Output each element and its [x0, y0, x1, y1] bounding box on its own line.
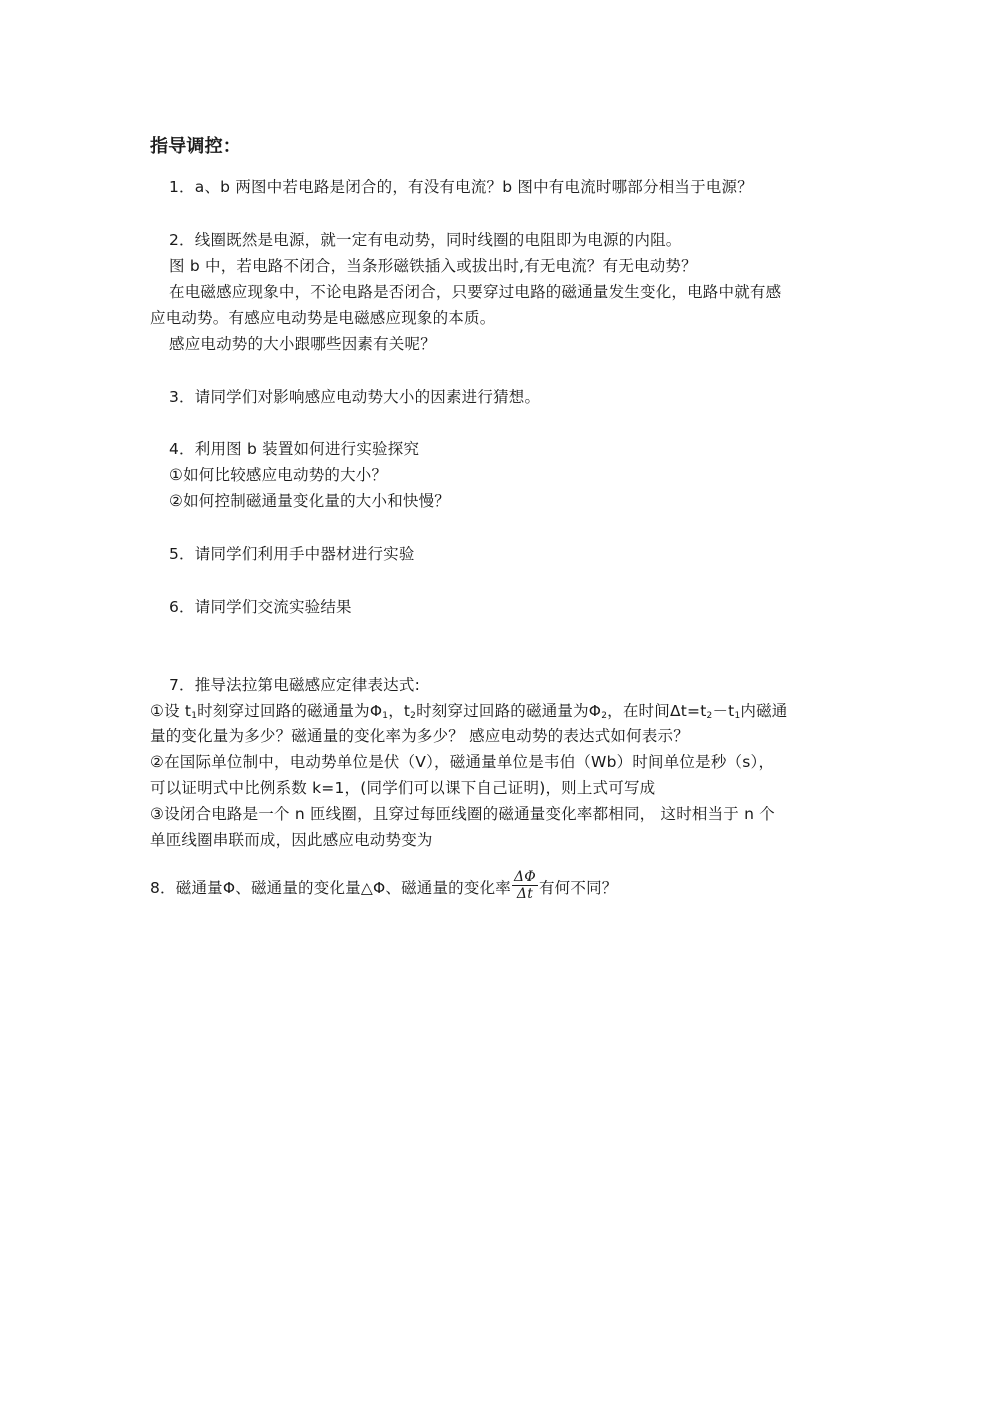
- question-4-line-1: 4．利用图 b 装置如何进行实验探究: [169, 440, 420, 458]
- section-heading: 指导调控：: [150, 136, 241, 157]
- question-7-part-2-line-2: 可以证明式中比例系数 k=1，(同学们可以课下自己证明)，则上式可写成: [150, 779, 656, 797]
- question-8-suffix: 有何不同？: [538, 879, 618, 897]
- question-7-title: 7．推导法拉第电磁感应定律表达式:: [169, 676, 420, 694]
- question-7-part-1-line-2: 量的变化量为多少？磁通量的变化率为多少？ 感应电动势的表达式如何表示？: [150, 727, 689, 745]
- question-7-part-1-line-1: ①设 $t_1$时刻穿过回路的磁通量为$\Phi_1$，$t_2$时刻穿过回路的磁通量为$\Phi_2$，在时间$\Delta t=t_2-t_1$内磁通: [150, 702, 788, 721]
- question-2-line-2: 图 b 中，若电路不闭合，当条形磁铁插入或拔出时,有无电流？有无电动势？: [169, 257, 697, 275]
- question-8-prefix: 8．磁通量Φ、磁通量的变化量△Φ、磁通量的变化率: [150, 879, 511, 897]
- question-7-part-2-line-1: ②在国际单位制中，电动势单位是伏（V），磁通量单位是韦伯（Wb）时间单位是秒（s），: [150, 753, 775, 771]
- question-8: [150, 869, 852, 905]
- question-2-line-3: 在电磁感应现象中，不论电路是否闭合，只要穿过电路的磁通量发生变化，电路中就有感: [169, 283, 782, 301]
- question-3: 3．请同学们对影响感应电动势大小的因素进行猜想。: [169, 388, 541, 406]
- question-4-line-2: ①如何比较感应电动势的大小？: [169, 466, 388, 484]
- question-2-line-5: 感应电动势的大小跟哪些因素有关呢？: [169, 335, 436, 353]
- fraction-denominator: Δt: [516, 886, 534, 902]
- question-2-line-4: 应电动势。有感应电动势是电磁感应现象的本质。: [150, 309, 496, 327]
- fraction-numerator: ΔΦ: [513, 869, 536, 885]
- question-1: 1．a、b 两图中若电路是闭合的，有没有电流？b 图中有电流时哪部分相当于电源？: [169, 178, 753, 196]
- question-5: 5．请同学们利用手中器材进行实验: [169, 545, 415, 563]
- flux-change-rate-fraction: [512, 869, 538, 902]
- question-7-part-3-line-2: 单匝线圈串联而成，因此感应电动势变为: [150, 831, 433, 849]
- question-2-line-1: 2．线圈既然是电源，就一定有电动势，同时线圈的电阻即为电源的内阻。: [169, 231, 682, 249]
- question-4-line-3: ②如何控制磁通量变化量的大小和快慢？: [169, 492, 450, 510]
- question-6: 6．请同学们交流实验结果: [169, 598, 352, 616]
- question-7-part-3-line-1: ③设闭合电路是一个 n 匝线圈，且穿过每匝线圈的磁通量变化率都相同， 这时相当于 n 个: [150, 805, 775, 823]
